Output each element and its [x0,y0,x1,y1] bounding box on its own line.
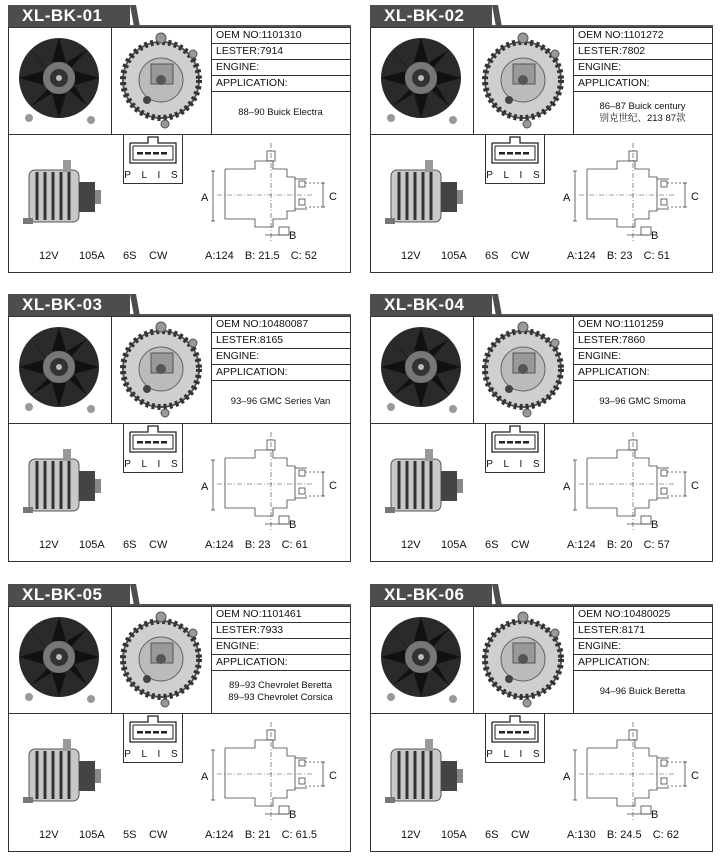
oem-label: OEM NO: [578,29,624,41]
diagram-label-c: C [329,770,337,782]
application-text [573,381,712,423]
lester-number: 7933 [259,624,284,636]
plug-pin-labels: P L I S [486,170,544,181]
product-code: XL-BK-06 [370,584,492,606]
dimension-diagram [557,143,707,243]
engine-row [211,60,350,76]
application-row [573,655,712,671]
top-section [371,607,712,714]
dimension-c: C: 62 [652,829,680,841]
spec-table [573,607,712,713]
oem-row [211,317,350,333]
diagram-label-c: C [691,191,699,203]
oem-number: 1101461 [261,608,302,620]
application-text [211,671,350,713]
lester-label: LESTER: [216,624,260,636]
pulley-grooves: 6S [485,250,499,262]
diagram-label-b: B [289,230,297,242]
spec-table [573,317,712,423]
oem-row [573,607,712,623]
voltage: 12V [401,829,421,841]
diagram-label-c: C [329,191,337,203]
oem-number: 1101310 [261,29,302,41]
top-section [9,28,350,135]
lester-number: 7802 [621,45,646,57]
lester-row [211,623,350,639]
oem-label: OEM NO: [216,608,262,620]
product-code: XL-BK-04 [370,294,492,316]
oem-label: OEM NO: [216,29,262,41]
dimension-a: A:124 [567,250,596,262]
product-box [370,316,713,562]
dimension-values [205,250,325,262]
rotation: CW [511,829,530,841]
diagram-label-b: B [289,519,297,531]
application-row [211,365,350,381]
dimension-a: A:124 [567,539,596,551]
diagram-label-c: C [691,770,699,782]
lester-row [211,44,350,60]
top-section [371,317,712,424]
dimension-b: B: 21 [244,829,271,841]
rear-view-photo [111,607,212,713]
application-line-2: 89–93 Chevrolet Corsica [228,692,333,703]
top-section [9,317,350,424]
lester-number: 7914 [259,45,284,57]
application-line-1: 93–96 GMC Smoma [599,396,686,407]
lester-row [573,44,712,60]
side-view-photo [385,449,465,523]
dimension-b: B: 23 [606,250,633,262]
header-slash-icon [492,5,502,27]
amperage: 105A [79,829,105,841]
oem-row [573,28,712,44]
application-label: APPLICATION: [578,366,650,378]
side-view-photo [385,739,465,813]
engine-row [211,639,350,655]
product-card-4 [370,294,713,562]
front-view-photo [9,317,112,423]
dimension-a: A:130 [567,829,596,841]
dimension-diagram [195,432,345,532]
connector-plug-diagram [123,714,183,763]
spec-table [211,317,350,423]
diagram-label-b: B [651,519,659,531]
rear-view-photo [473,28,574,134]
product-card-6 [370,584,713,852]
product-box [8,316,351,562]
engine-label: ENGINE: [578,640,622,652]
plug-pin-labels: P L I S [486,749,544,760]
application-text [211,92,350,134]
diagram-label-a: A [563,771,571,783]
engine-label: ENGINE: [216,640,260,652]
dimension-a: A:124 [205,829,234,841]
oem-label: OEM NO: [578,608,624,620]
application-line-1: 89–93 Chevrolet Beretta [229,680,332,691]
header-slash-icon [130,294,140,316]
dimension-b: B: 20 [606,539,633,551]
application-text [573,671,712,713]
dimension-values [567,829,687,841]
rotation: CW [149,539,168,551]
dimension-diagram [557,722,707,822]
lester-row [573,623,712,639]
front-view-photo [9,607,112,713]
front-view-photo [371,28,474,134]
lester-label: LESTER: [216,45,260,57]
pulley-grooves: 6S [123,250,137,262]
connector-plug-diagram [485,135,545,184]
oem-row [211,607,350,623]
header-slash-icon [492,584,502,606]
pulley-grooves: 5S [123,829,137,841]
header-slash-icon [492,294,502,316]
pulley-grooves: 6S [485,829,499,841]
pulley-grooves: 6S [123,539,137,551]
amperage: 105A [441,829,467,841]
spec-table [211,607,350,713]
application-row [573,76,712,92]
dimension-diagram [195,143,345,243]
product-code: XL-BK-05 [8,584,130,606]
engine-row [211,349,350,365]
product-box [370,606,713,852]
rotation: CW [511,250,530,262]
plug-pin-labels: P L I S [124,459,182,470]
engine-label: ENGINE: [216,61,260,73]
product-code: XL-BK-03 [8,294,130,316]
application-line-1: 86–87 Buick century [599,101,686,112]
application-line-1: 94–96 Buick Beretta [599,686,686,697]
engine-row [573,349,712,365]
application-line-1: 93–96 GMC Series Van [230,396,331,407]
connector-plug-diagram [123,424,183,473]
rotation: CW [149,829,168,841]
dimension-diagram [557,432,707,532]
amperage: 105A [79,250,105,262]
voltage: 12V [39,539,59,551]
dimension-c: C: 52 [290,250,318,262]
product-box [8,606,351,852]
product-card-3 [8,294,351,562]
dimension-c: C: 51 [643,250,670,262]
oem-number: 1101272 [623,29,664,41]
diagram-label-a: A [563,481,571,493]
engine-row [573,60,712,76]
application-label: APPLICATION: [216,656,288,668]
side-view-photo [23,160,103,234]
engine-label: ENGINE: [216,350,260,362]
lester-label: LESTER: [216,334,260,346]
oem-number: 10480025 [623,608,671,620]
product-card-2 [370,5,713,273]
product-code: XL-BK-02 [370,5,492,27]
side-view-photo [23,739,103,813]
dimension-values [567,539,678,551]
oem-number: 1101259 [623,318,664,330]
amperage: 105A [441,250,467,262]
dimension-values [205,539,316,551]
lester-row [573,333,712,349]
application-label: APPLICATION: [216,77,288,89]
engine-label: ENGINE: [578,61,622,73]
rotation: CW [511,539,530,551]
diagram-label-c: C [691,480,699,492]
lester-number: 8171 [621,624,646,636]
pulley-grooves: 6S [485,539,499,551]
product-code: XL-BK-01 [8,5,130,27]
rear-view-photo [111,317,212,423]
diagram-label-a: A [201,771,209,783]
spec-table [573,28,712,134]
side-view-photo [23,449,103,523]
rear-view-photo [111,28,212,134]
amperage: 105A [79,539,105,551]
voltage: 12V [401,539,421,551]
dimension-c: C: 57 [643,539,670,551]
voltage: 12V [39,250,59,262]
voltage: 12V [401,250,421,262]
application-row [211,655,350,671]
diagram-label-a: A [201,481,209,493]
oem-row [573,317,712,333]
engine-label: ENGINE: [578,350,622,362]
lester-label: LESTER: [578,45,622,57]
front-view-photo [371,317,474,423]
header-slash-icon [130,584,140,606]
dimension-c: C: 61 [281,539,308,551]
dimension-diagram [195,722,345,822]
dimension-a: A:124 [205,250,234,262]
plug-pin-labels: P L I S [124,749,182,760]
dimension-values [205,829,325,841]
product-box [370,27,713,273]
dimension-b: B: 21.5 [244,250,280,262]
lester-label: LESTER: [578,624,622,636]
dimension-values [567,250,678,262]
dimension-c: C: 61.5 [281,829,318,841]
front-view-photo [9,28,112,134]
application-row [211,76,350,92]
lester-number: 7860 [621,334,646,346]
application-line-2: 别克世纪、213 87款 [599,113,686,124]
voltage: 12V [39,829,59,841]
product-box [8,27,351,273]
header-slash-icon [130,5,140,27]
application-text [573,92,712,134]
rear-view-photo [473,607,574,713]
dimension-a: A:124 [205,539,234,551]
application-label: APPLICATION: [216,366,288,378]
connector-plug-diagram [123,135,183,184]
application-label: APPLICATION: [578,656,650,668]
lester-number: 8165 [259,334,284,346]
lester-row [211,333,350,349]
amperage: 105A [441,539,467,551]
dimension-b: B: 24.5 [606,829,642,841]
product-card-1 [8,5,351,273]
diagram-label-b: B [651,809,659,821]
plug-pin-labels: P L I S [486,459,544,470]
plug-pin-labels: P L I S [124,170,182,181]
diagram-label-a: A [201,192,209,204]
application-label: APPLICATION: [578,77,650,89]
spec-table [211,28,350,134]
oem-number: 10480087 [261,318,309,330]
dimension-b: B: 23 [244,539,271,551]
diagram-label-c: C [329,480,337,492]
oem-label: OEM NO: [578,318,624,330]
top-section [371,28,712,135]
connector-plug-diagram [485,424,545,473]
oem-row [211,28,350,44]
product-card-5 [8,584,351,852]
diagram-label-b: B [289,809,297,821]
connector-plug-diagram [485,714,545,763]
application-text [211,381,350,423]
rear-view-photo [473,317,574,423]
rotation: CW [149,250,168,262]
side-view-photo [385,160,465,234]
lester-label: LESTER: [578,334,622,346]
oem-label: OEM NO: [216,318,262,330]
diagram-label-a: A [563,192,571,204]
application-line-1: 88–90 Buick Electra [238,107,323,118]
application-row [573,365,712,381]
front-view-photo [371,607,474,713]
engine-row [573,639,712,655]
top-section [9,607,350,714]
diagram-label-b: B [651,230,659,242]
